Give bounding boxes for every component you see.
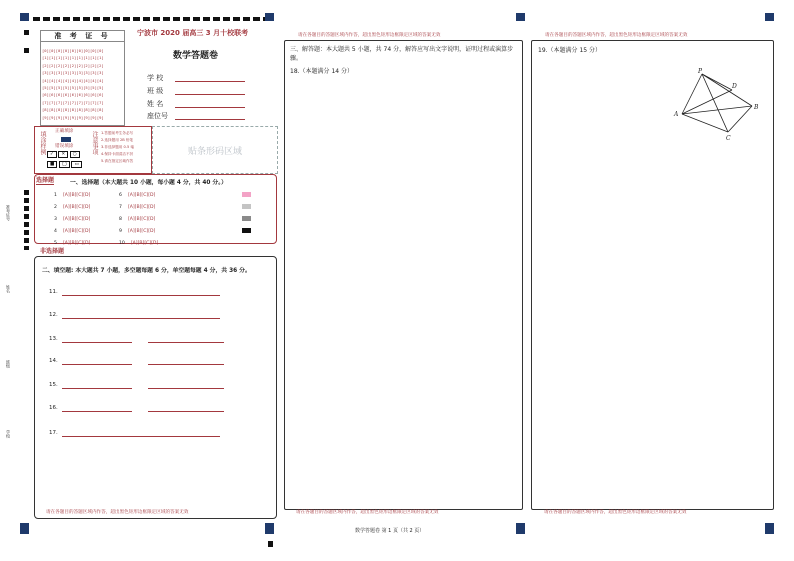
side-mark [24, 190, 29, 250]
choice-number: 1 [54, 193, 57, 198]
choice-number: 3 [54, 217, 57, 222]
question-18-label: 18.（本题满分 14 分） [290, 68, 353, 75]
figure-label-b: B [754, 104, 759, 111]
choice-options[interactable]: [A][B][C][D] [127, 205, 156, 210]
choice-options[interactable]: [A][B][C][D] [130, 241, 159, 246]
choice-number: 5 [54, 241, 57, 246]
name-label: 姓 名 [147, 100, 164, 108]
seat-field[interactable] [147, 111, 168, 121]
choice-number: 4 [54, 229, 57, 234]
exam-id-digit-grid[interactable]: [0][0][0][0][0][0][0][0][0] [1][1][1][1][1][1][1][1][1] [2][2][2][2][2][2][2][2][2] [3][3][3][3][3][3][3][3][3] [4][4][4][4][4][4][4][4][4] [5][5][5][5][5][5][5][5][5] [6][6][6][6][6][6][6][6][6] [7][7][7][7][7][7][7][7][7] [8][8][8][8][8][8][8][8][8] [9][9][9][9][9][9][9][9][9] [42, 48, 104, 120]
warning-panel3-bottom: 请在各题目的答题区域内作答，超出黑色矩形边框限定区域的答案无效 [544, 510, 687, 515]
figure-label-p: P [698, 68, 703, 75]
class-label: 班 级 [147, 87, 164, 95]
timing-mark [20, 523, 29, 534]
figure-label-d: D [732, 83, 737, 90]
side-mark [24, 30, 29, 35]
choice-row[interactable] [54, 229, 90, 234]
answer-blank-11[interactable] [62, 295, 220, 296]
choice-number: 10 [119, 241, 125, 246]
solve-heading: 三、解答题：本大题共 5 小题，共 74 分，解答应写出文字说明，证明过程或演算步骤。 [290, 46, 514, 62]
page-footer: 数学答题卷 第 1 页（共 2 页） [355, 528, 425, 534]
question-17-label: 17. [49, 430, 58, 436]
side-label-class: 班级 [6, 360, 11, 368]
timing-mark [265, 523, 274, 534]
choice-number: 2 [54, 205, 57, 210]
timing-mark [516, 13, 525, 21]
choice-options[interactable]: [A][B][C][D] [62, 205, 91, 210]
question-16-label: 16. [49, 405, 58, 411]
side-label-school: 学校 [6, 430, 11, 438]
swatch-lightgray [242, 204, 251, 209]
answer-blank-14b[interactable] [148, 364, 224, 365]
note-item: 4.保持卡面清洁不折 [101, 152, 134, 156]
answer-blank-16a[interactable] [62, 411, 132, 412]
timing-mark [765, 13, 774, 21]
pyramid-figure [672, 68, 764, 144]
correct-fill-sample [61, 137, 71, 142]
panel-middle[interactable] [284, 40, 523, 510]
exam-id-label: 准 考 证 号 [41, 31, 124, 42]
choice-number: 8 [119, 217, 122, 222]
note-item: 5.请在指定区域作答 [101, 159, 134, 163]
answer-blank-14a[interactable] [62, 364, 132, 365]
note-item: 1.答题前考生务必写 [101, 131, 134, 135]
figure-label-c: C [726, 135, 731, 142]
fill-in-heading: 二、填空题: 本大题共 7 小题，多空题每题 6 分，单空题每题 4 分，共 36 分。 [42, 268, 251, 274]
choice-row[interactable] [119, 217, 155, 222]
fill-guide [34, 126, 152, 174]
class-field[interactable] [147, 86, 163, 96]
choice-row[interactable] [119, 229, 155, 234]
note-item: 2.选择题用 2B 铅笔 [101, 138, 134, 142]
wrong-fill-samples-2: ■ ◯ ▭ [47, 162, 87, 168]
timing-mark [20, 13, 29, 21]
timing-mark [765, 523, 774, 534]
choice-row[interactable] [54, 217, 90, 222]
answer-blank-12[interactable] [62, 318, 220, 319]
fill-guide-title: 填涂样例 [39, 131, 46, 155]
answer-blank-15b[interactable] [148, 388, 224, 389]
choice-row[interactable] [119, 241, 158, 246]
exam-id-box [40, 30, 125, 126]
choice-row[interactable] [54, 193, 90, 198]
warning-panel1-bottom: 请在各题目的答题区域内作答，超出黑色矩形边框限定区域的答案无效 [46, 510, 189, 515]
answer-blank-16b[interactable] [148, 411, 224, 412]
swatch-gray [242, 216, 251, 221]
answer-blank-15a[interactable] [62, 388, 132, 389]
choice-row[interactable] [54, 205, 90, 210]
wrong-fill-samples: ✓ ✕ ○ [47, 152, 87, 158]
wrong-fill-label: 错误填涂 [55, 144, 74, 149]
choice-heading: 一、选择题（本大题共 10 小题，每小题 4 分，共 40 分。） [70, 180, 227, 186]
choice-options[interactable]: [A][B][C][D] [62, 217, 91, 222]
timing-mark [516, 523, 525, 534]
figure-label-a: A [674, 111, 679, 118]
timing-mark [268, 541, 273, 547]
timing-strip [33, 17, 269, 21]
choice-options[interactable]: [A][B][C][D] [62, 193, 91, 198]
choice-number: 6 [119, 193, 122, 198]
timing-mark [265, 13, 274, 21]
choice-row[interactable] [119, 205, 155, 210]
answer-blank-17[interactable] [62, 436, 220, 437]
warning-panel2-top: 请在各题目的答题区域内作答，超出黑色矩形边框限定区域的答案无效 [298, 33, 441, 38]
swatch-black [242, 228, 251, 233]
choice-tab: 选择题 [36, 177, 55, 184]
question-13-label: 13. [49, 336, 58, 342]
choice-number: 9 [119, 229, 122, 234]
notes-list [101, 130, 149, 165]
question-14-label: 14. [49, 358, 58, 364]
swatch-pink [242, 192, 251, 197]
answer-blank-13b[interactable] [148, 342, 224, 343]
question-15-label: 15. [49, 382, 58, 388]
choice-options[interactable]: [A][B][C][D] [127, 229, 156, 234]
notes-title: 注意事项 [91, 131, 98, 155]
school-label: 学 校 [147, 74, 164, 82]
choice-options[interactable]: [A][B][C][D] [127, 193, 156, 198]
barcode-area: 贴条形码区域 [152, 126, 278, 174]
question-11-label: 11. [49, 289, 58, 295]
warning-panel2-bottom: 请在各题目的答题区域内作答，超出黑色矩形边框限定区域的答案无效 [296, 510, 439, 515]
question-19-label: 19.（本题满分 15 分） [538, 47, 601, 54]
seat-label: 座位号 [147, 112, 168, 120]
side-label-exam-id: 准考证号 [6, 205, 11, 221]
choice-options[interactable]: [A][B][C][D] [62, 229, 91, 234]
school-field[interactable] [147, 73, 163, 83]
exam-title: 宁波市 2020 届高三 3 月十校联考 [137, 29, 249, 37]
question-12-label: 12. [49, 312, 58, 318]
warning-panel3-top: 请在各题目的答题区域内作答，超出黑色矩形边框限定区域的答案无效 [545, 33, 688, 38]
name-field[interactable] [147, 99, 163, 109]
note-item: 3.非选择题用 0.5 毫 [101, 145, 134, 149]
choice-row[interactable] [119, 193, 155, 198]
sheet-title: 数学答题卷 [173, 51, 219, 61]
choice-options[interactable]: [A][B][C][D] [62, 241, 91, 246]
choice-options[interactable]: [A][B][C][D] [127, 217, 156, 222]
side-mark [24, 48, 29, 53]
nonchoice-tab: 非选择题 [40, 248, 65, 255]
side-label-name: 姓名 [6, 285, 11, 293]
choice-number: 7 [119, 205, 122, 210]
answer-blank-13a[interactable] [62, 342, 132, 343]
correct-fill-label: 正确填涂 [55, 129, 74, 134]
